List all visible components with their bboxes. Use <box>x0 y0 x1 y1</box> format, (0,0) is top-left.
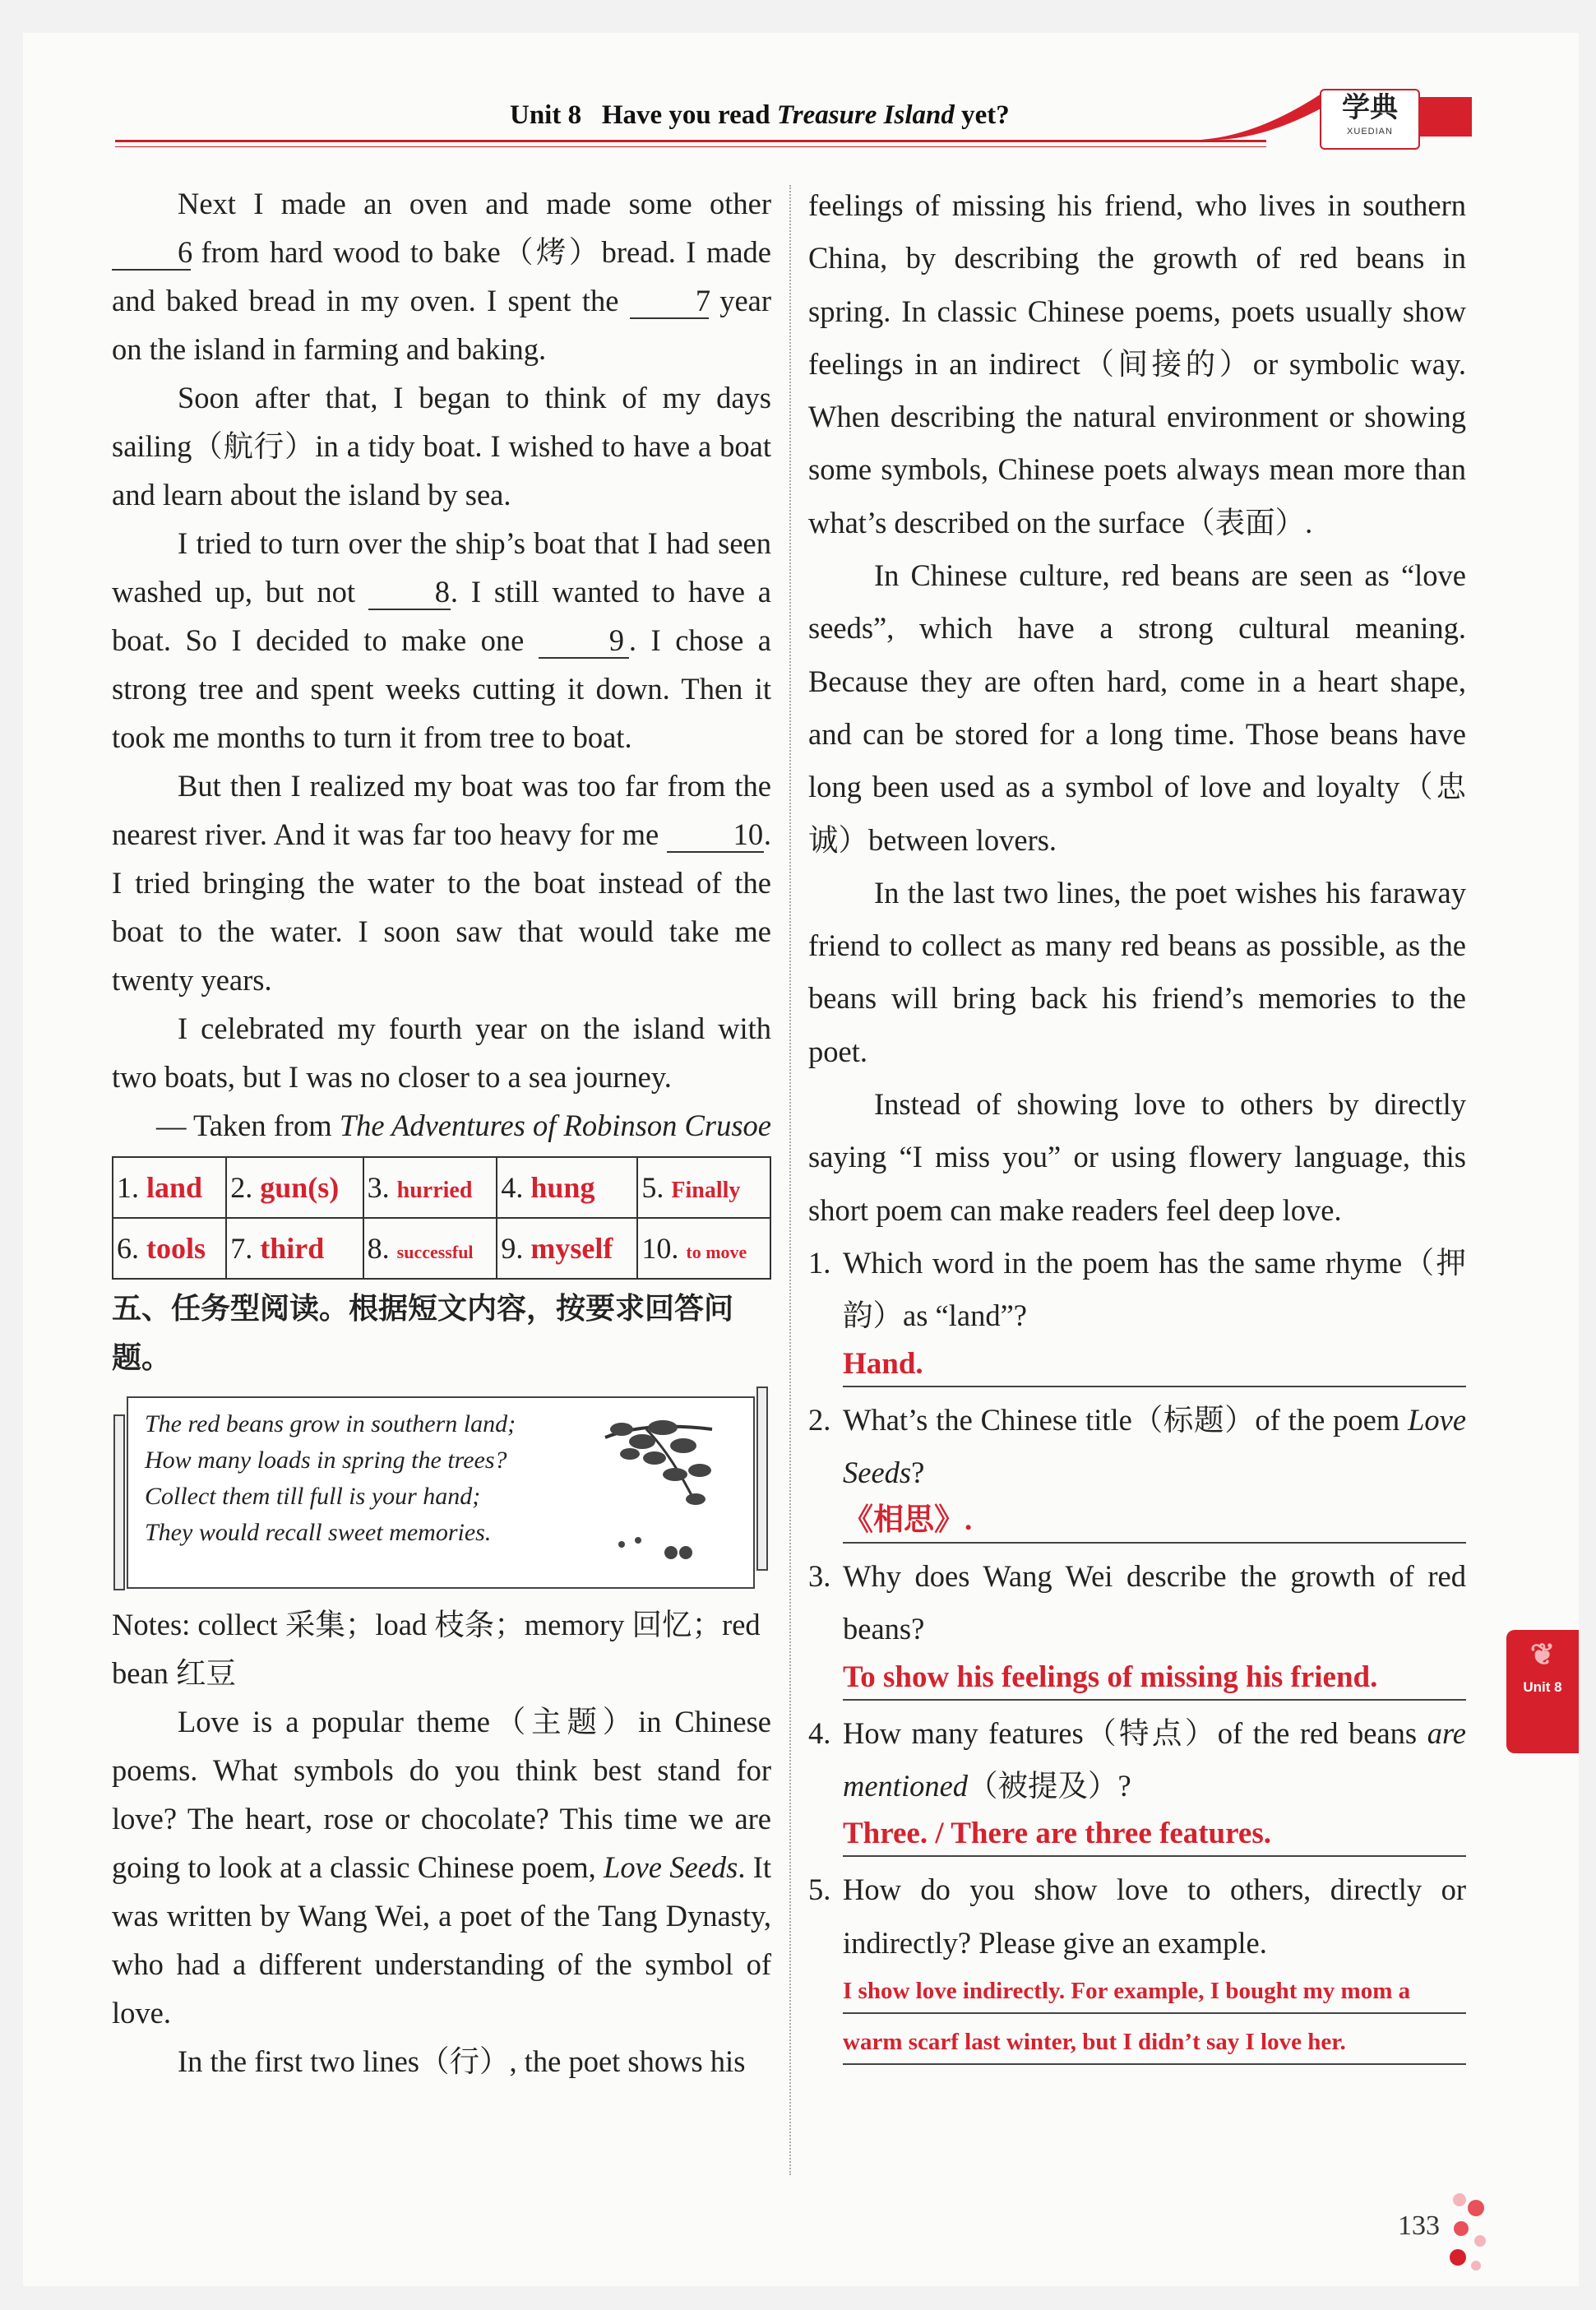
passage-paragraph: But then I realized my boat was too far from the nearest river. And it was far too heavy for me 10. I tried bringing the water to the boat instead of the boat to the water. I soon saw that would take me twenty years. <box>112 769 771 997</box>
scroll-rod-right <box>756 1386 768 1571</box>
table-row <box>113 1218 770 1279</box>
article-paragraph: In the first two lines（行）, the poet shows his <box>178 2044 746 2078</box>
header-swoosh-icon <box>1200 90 1324 140</box>
unit-label: Unit 8 <box>510 100 582 130</box>
answer-cell: 1. land <box>113 1157 226 1218</box>
header-rule <box>115 140 1266 142</box>
question-3: 3. Why does Wang Wei describe the growth of red beans? <box>808 1559 1466 1646</box>
answer-cell: 2. gun(s) <box>226 1157 363 1218</box>
article-paragraph: In Chinese culture, red beans are seen as “love seeds”, which have a strong cultural meaning. Because they are often hard, come in a heart shape, and can be stored for a long time. Those beans have long been used as a symbol of love and loyalty（忠诚）between lovers. <box>808 558 1466 857</box>
answer-cell: 10. to move <box>637 1218 770 1279</box>
answer-line-3: To show his feelings of missing his friend. <box>843 1656 1466 1701</box>
page-number: 133 <box>1398 2210 1440 2241</box>
answer-table <box>112 1156 771 1280</box>
title-prefix: Have you read <box>601 100 770 130</box>
blank-8: 8 <box>368 576 451 610</box>
passage-paragraph: Next I made an oven and made some other 6 from hard wood to bake（烤）bread. I made and baked bread in my oven. I spent the 7 year on the island in farming and baking. <box>112 187 772 366</box>
side-tab-label: Unit 8 <box>1523 1679 1562 1695</box>
article-paragraph: Instead of showing love to others by directly saying “I miss you” or using flowery language, this short poem can make readers feel deep love. <box>808 1087 1466 1227</box>
answer-cell: 9. myself <box>497 1218 637 1279</box>
question-2: 2. What’s the Chinese title（标题）of the poem Love Seeds? <box>808 1402 1467 1489</box>
passage-paragraph: Soon after that, I began to think of my days sailing（航行）in a tidy boat. I wished to have a boat and learn about the island by sea. <box>112 381 771 512</box>
answer-cell: 8. successful <box>363 1218 497 1279</box>
answer-line-5b: warm scarf last winter, but I didn’t say I love her. <box>843 2021 1466 2065</box>
answer-cell: 4. hung <box>497 1157 637 1218</box>
question-1: 1. Which word in the poem has the same rhyme（押韵）as “land”? <box>808 1245 1466 1333</box>
right-column <box>808 179 1466 2072</box>
notes-line: Notes: collect 采集；load 枝条；memory 回忆；red bean 红豆 <box>112 1608 761 1690</box>
answer-line-5a: I show love indirectly. For example, I bought my mom a <box>843 1970 1466 2014</box>
title-italic: Treasure Island <box>776 100 955 130</box>
question-5: 5. How do you show love to others, directly or indirectly? Please give an example. <box>808 1873 1466 1960</box>
passage-paragraph: I tried to turn over the ship’s boat that I had seen washed up, but not 8. I still wanted to have a boat. So I decided to make one 9 . I chose a strong tree and spent weeks cutting it down. Then it took me months to turn it from tree to boat. <box>112 526 772 754</box>
blank-9: 9 <box>539 624 629 659</box>
answer-line-4: Three. / There are three features. <box>843 1812 1466 1857</box>
answer-line-1: Hand. <box>843 1343 1466 1387</box>
answer-cell: 6. tools <box>113 1218 226 1279</box>
red-bean-tree-icon <box>597 1405 720 1569</box>
answer-line-2: 《相思》. <box>843 1499 1466 1544</box>
header-red-bar <box>1419 97 1472 137</box>
blank-7: 7 <box>630 285 709 319</box>
page-header-title <box>510 100 1010 131</box>
brand-logo <box>1320 89 1420 150</box>
answer-cell: 3. hurried <box>363 1157 497 1218</box>
blank-10: 10 <box>667 818 764 853</box>
header-rule-thin <box>115 146 1266 147</box>
scroll-rod-left <box>113 1414 125 1590</box>
question-4: 4. How many features（特点）of the red beans are mentioned（被提及）? <box>808 1715 1467 1803</box>
section-heading: 五、任务型阅读。根据短文内容，按要求回答问题。 <box>112 1292 734 1375</box>
article-paragraph: feelings of missing his friend, who lives in southern China, by describing the growth of red beans in spring. In classic Chinese poems, poets usually show feelings in an indirect（间接的）or symbolic way. When describing the natural environment or showing some symbols, Chinese poets always mean more than what’s described on the surface（表面）. <box>808 188 1466 539</box>
poem-scroll <box>127 1396 755 1589</box>
logo-text-cn: 学典 <box>1342 93 1398 123</box>
article-paragraph: In the last two lines, the poet wishes his faraway friend to collect as many red beans as possible, as the beans will bring back his friend’s memories to the poet. <box>808 875 1466 1068</box>
title-suffix: yet? <box>961 100 1010 130</box>
answer-cell: 5. Finally <box>637 1157 770 1218</box>
answer-cell: 7. third <box>226 1218 363 1279</box>
table-row <box>113 1157 770 1218</box>
source-line: — Taken from The Adventures of Robinson Crusoe <box>156 1109 771 1142</box>
wing-icon: ❦ <box>1529 1637 1556 1671</box>
poem-text: The red beans grow in southern land; How many loads in spring the trees? Collect them till full is your hand; They would recall sweet memories. <box>145 1410 516 1546</box>
blank-6: 6 <box>112 236 191 271</box>
logo-text-en: XUEDIAN <box>1347 127 1393 137</box>
column-divider <box>789 185 791 2175</box>
passage-paragraph: I celebrated my fourth year on the island with two boats, but I was no closer to a sea journey. <box>112 1011 771 1094</box>
left-column <box>112 179 771 2085</box>
unit-side-tab <box>1506 1630 1579 1753</box>
article-paragraph: Love is a popular theme（主题）in Chinese poems. What symbols do you think best stand for love? The heart, rose or chocolate? This time we are going to look at a classic Chinese poem, Love Seeds. It was written by Wang Wei, a poet of the Tang Dynasty, who had a different understanding of the symbol of love. <box>112 1705 772 2030</box>
page-dots-icon <box>1443 2187 1509 2278</box>
